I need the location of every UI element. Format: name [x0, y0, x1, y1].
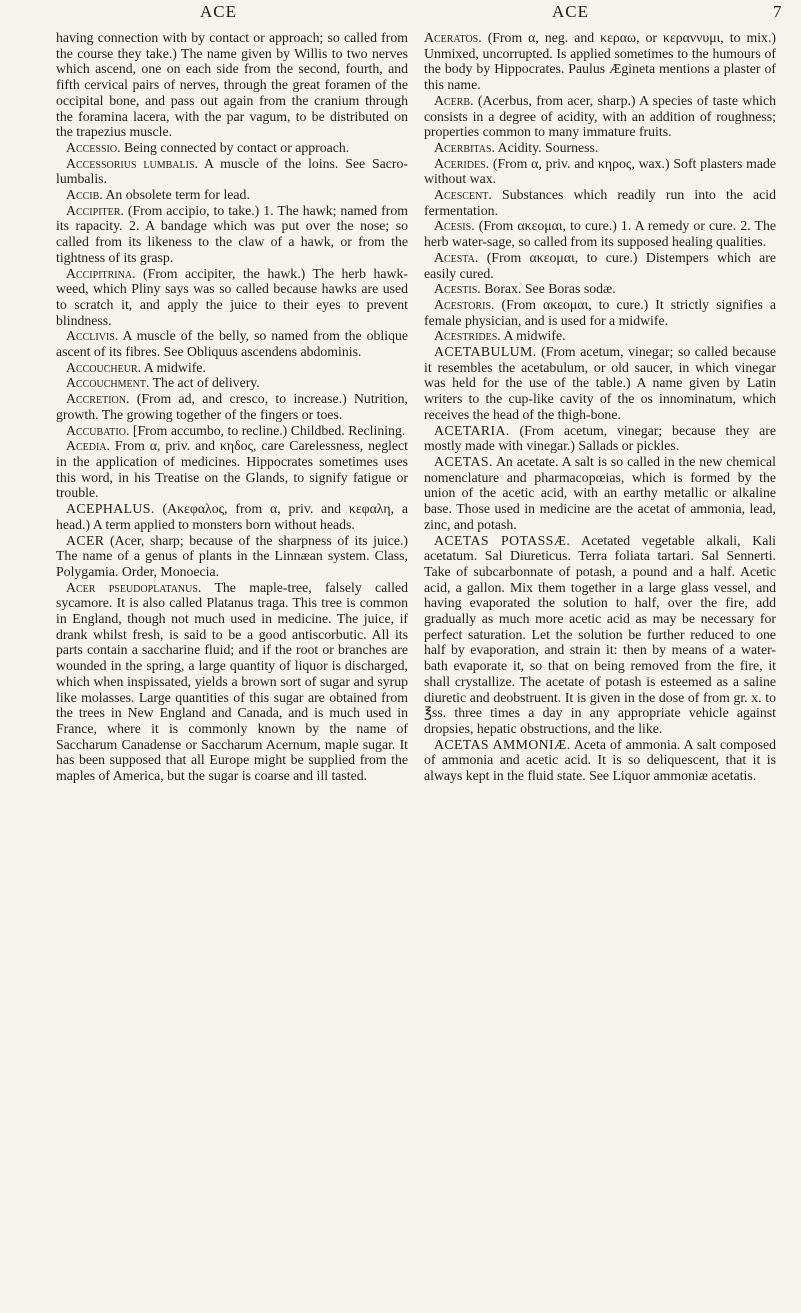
entry-head: Accipiter. [66, 202, 124, 218]
entry-body: The act of delivery. [152, 375, 260, 391]
running-head-right: ACE [552, 2, 589, 21]
entry-head: Acesta. [434, 249, 479, 265]
entry-body: (From ακεομαι, to cure.) It strictly signifies a female physician, and is used for a midwife. [424, 296, 776, 328]
entry-acestis [424, 281, 776, 297]
entry-body: Borax. See Boras sodæ. [484, 281, 616, 297]
right-column [424, 30, 776, 784]
entry-head: Acerb. [434, 92, 474, 108]
entry-continuation [56, 30, 408, 140]
entry-accipiter [56, 203, 408, 266]
entry-head: Accipitrina. [66, 265, 136, 281]
entry-body: (From α, neg. and κεραω, or κεραννυμι, to mix.) Unmixed, uncorrupted. Is applied sometimes to the humours of the body by Hippocrates. Paulus Ægineta mentions a plaster of this name. [424, 30, 776, 93]
entry-acedia [56, 438, 408, 501]
running-head-left: ACE [200, 2, 237, 21]
page-number: 7 [773, 2, 782, 21]
entry-head: Acesis. [434, 218, 475, 234]
entry-body: Acetated vegetable alkali, Kali acetatum. Sal Diureticus. Terra foliata tartari. Sal Sennerti. Take of subcarbonnate of potash, a pound and a half. Acetic acid, a gallon. Mix them together in a large glass vessel, and having evaporated the solution to half, over the fire, add gradually as much more acetic acid as may be necessary for perfect saturation. Let the solution be further reduced to one half by evaporation, and strain it: then by means of a water-bath evaporate it, so that on being removed from the fire, it shall crystallize. The acetate of potash is esteemed as a saline diuretic and deobstruent. It is given in the dose of from gr. x. to ℥ss. three times a day in any appropriate vehicle against dropsies, hepatic obstructions, and the like. [424, 532, 776, 736]
entry-head: Accessio. [66, 139, 121, 155]
entry-acclivis [56, 328, 408, 359]
entry-accretion [56, 391, 408, 422]
entry-head: Accouchment. [66, 375, 150, 391]
entry-body: Substances which readily run into the acid fermentation. [424, 187, 777, 218]
entry-head: Accretion. [66, 391, 130, 407]
entry-body: (From acetum, vinegar; because they are mostly made with vinegar.) Sallads or pickles. [424, 422, 776, 454]
entry-body: An acetate. A salt is so called in the new chemical nomenclature and pharmacopœias, which is formed by the union of the acetic acid, with an earthy metallic or alkaline base. Those used in medicine are the acetat of ammonia, lead, zinc, and potash. [424, 453, 776, 532]
entry-body: (From acetum, vinegar; so called because it resembles the acetabulum, or old saucer, in which vinegar was held for the use of the table.) A name given by Latin writers to the cup-like cavity of the os innominatum, which receives the head of the thigh-bone. [424, 344, 777, 422]
entry-head: ACETARIA. [434, 422, 510, 438]
entry-accoucheur [56, 360, 408, 376]
entry-body: A muscle of the loins. See Sacro-lumbalis. [56, 155, 408, 187]
entry-body: (From accipiter, the hawk.) The herb hawk-weed, which Pliny says was so called because hawks are used to scratch it, and apply the juice to their eyes to prevent blindness. [56, 265, 408, 328]
entry-accessio [56, 140, 408, 156]
entry-head: Accessorius lumbalis. [66, 155, 198, 171]
entry-body: From α, priv. and κηδος, care Carelessness, neglect in the application of medicines. Hippocrates sometimes uses this word, in his Treatise on the Glands, to signify fatigue or trouble. [56, 438, 409, 501]
entry-body: Aceta of ammonia. A salt composed of ammonia and acetic acid. It is so deliquescent, that it is always kept in the fluid state. See Liquor ammoniæ acetatis. [424, 736, 776, 784]
entry-accubatio [56, 423, 408, 439]
entry-body: Being connected by contact or approach. [124, 139, 350, 155]
entry-accipitrina [56, 266, 408, 329]
entry-body: having connection with by contact or approach; so called from the course they take.) The name given by Willis to two nerves which ascend, one on each side from the second, fourth, and fifth cervical pairs of nerves, through the great foramen of the occipital bone, and pass out again from the cranium through the foramina lacera, with the par vagum, to be distributed on the trapezius muscle. [56, 30, 408, 140]
entry-body: (Acer, sharp; because of the sharpness of its juice.) The name of a genus of plants in the Linnæan system. Class, Polygamia. Order, Monoecia. [56, 532, 408, 579]
entry-body: A midwife. [143, 359, 206, 375]
entry-body: Acidity. Sourness. [497, 139, 599, 155]
entry-accessorius-lumbalis [56, 156, 408, 187]
entry-acer [56, 533, 408, 580]
entry-acer-pseudoplatanus [56, 580, 408, 784]
entry-head: Acestoris. [434, 296, 495, 312]
entry-acerb [424, 93, 776, 140]
entry-head: Acerbitas. [434, 139, 495, 155]
entry-acetaria [424, 423, 776, 454]
entry-head: Accib. [66, 187, 103, 203]
entry-body: A muscle of the belly, so named from the oblique ascent of its fibres. See Obliquus ascendens abdominis. [56, 328, 408, 360]
entry-acephalus [56, 501, 408, 532]
entry-acerbitas [424, 140, 776, 156]
entry-acesta [424, 250, 776, 281]
entry-aceratos [424, 30, 776, 93]
entry-head: Acclivis. [66, 328, 119, 344]
entry-acetas-ammoniae [424, 737, 776, 784]
entry-body: (From ακεομαι, to cure.) 1. A remedy or cure. 2. The herb water-sage, so called from its supposed healing qualities. [424, 218, 776, 250]
entry-acestoris [424, 297, 776, 328]
entry-head: Acescent. [434, 187, 492, 203]
entry-body: (From α, priv. and κηρος, wax.) Soft plasters made without wax. [424, 155, 776, 187]
entry-acerides [424, 156, 776, 187]
entry-head: ACETAS AMMONIÆ. [434, 736, 571, 752]
entry-body: (From ακεομαι, to cure.) Distempers which are easily cured. [424, 249, 777, 281]
entry-head: ACETABULUM. [434, 344, 537, 360]
entry-acesis [424, 218, 776, 249]
entry-body: [From accumbo, to recline.) Childbed. Reclining. [132, 422, 406, 438]
entry-acescent [424, 187, 776, 218]
entry-head: Acestis. [434, 281, 481, 297]
entry-head: ACETAS POTASSÆ. [434, 532, 571, 548]
entry-head: ACEPHALUS. [66, 501, 155, 517]
entry-acetas [424, 454, 776, 533]
entry-head: Acestrides. [434, 328, 501, 344]
entry-head: ACER [66, 532, 105, 548]
entry-body: An obsolete term for lead. [105, 187, 250, 203]
entry-body: (From ad, and cresco, to increase.) Nutrition, growth. The growing together of the fingers or toes. [56, 391, 409, 422]
entry-body: (Acerbus, from acer, sharp.) A species of taste which consists in a degree of acidity, with an addition of roughness; properties common to many immature fruits. [424, 92, 776, 140]
entry-head: Accoucheur. [66, 359, 142, 375]
entry-accib [56, 187, 408, 203]
entry-head: Acedia. [66, 438, 110, 454]
entry-body: (From accipio, to take.) 1. The hawk; named from its rapacity. 2. A bandage which was put over the nose; so called from its likeness to the claw of a hawk, or from the tightness of its grasp. [56, 202, 408, 265]
entry-head: ACETAS. [434, 453, 493, 469]
entry-body: (Ακεφαλος, from α, priv. and κεφαλη, a head.) A term applied to monsters born without heads. [56, 501, 408, 532]
entry-accouchment [56, 375, 408, 391]
entry-head: Acerides. [434, 155, 490, 171]
entry-acetabulum [424, 344, 776, 423]
entry-acestrides [424, 328, 776, 344]
entry-head: Aceratos. [424, 30, 482, 45]
entry-acetas-potassae [424, 533, 776, 737]
left-column [56, 30, 408, 784]
entry-body: The maple-tree, falsely called sycamore. It is also called Platanus traga. This tree is common in England, though not much used in medicine. The juice, if drank whilst fresh, is said to be a good antiscorbutic. All its parts contain a saccharine fluid; and if the root or branches are wounded in the spring, a large quantity of liquor is discharged, which when inspissated, yields a brown sort of sugar and syrup like molasses. Large quantities of this sugar are obtained from the trees in New England and Canada, and is much used in France, where it is commonly known by the name of Saccharum Canadense or Saccharum Acernum, maple sugar. It has been supposed that all Europe might be supplied from the maples of America, but the sugar is coarse and ill tasted. [56, 579, 408, 784]
entry-body: A midwife. [503, 328, 566, 344]
entry-head: Acer pseudoplatanus. [66, 579, 202, 595]
entry-head: Accubatio. [66, 422, 130, 438]
